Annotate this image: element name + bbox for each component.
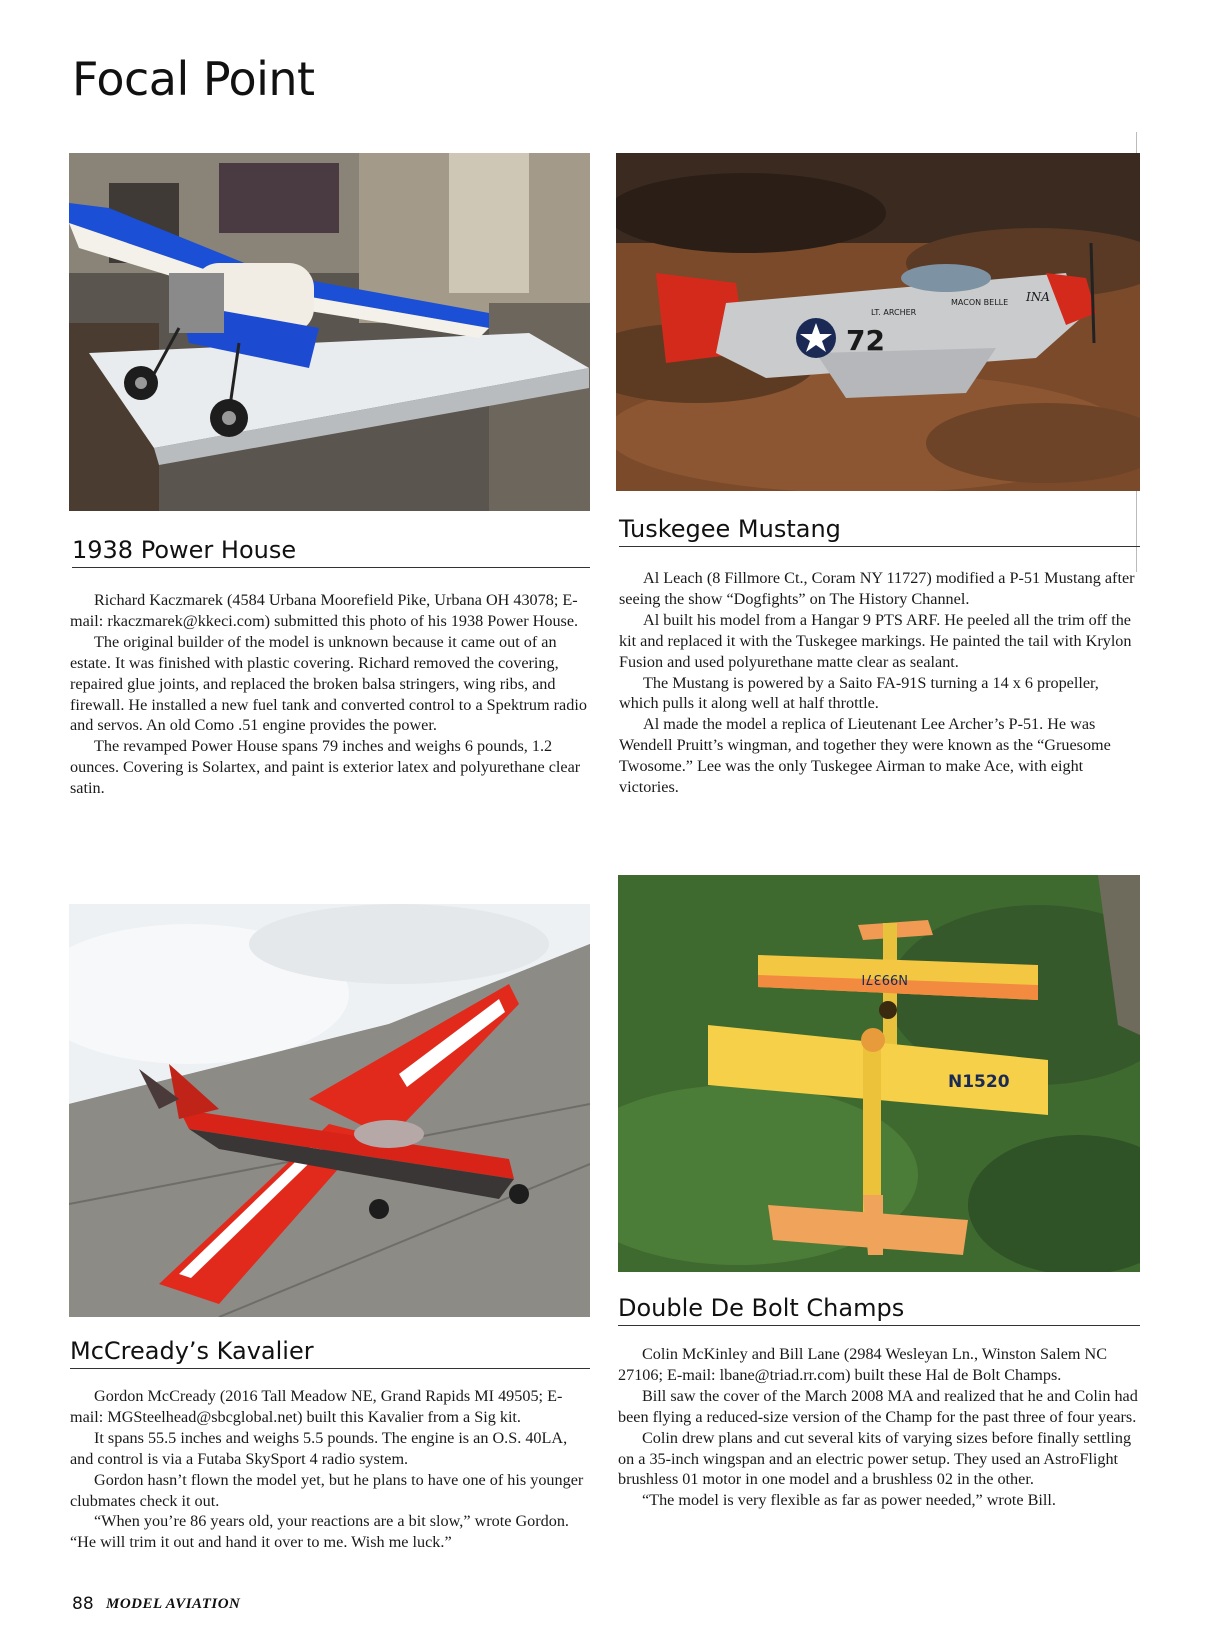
- red-white-kavalier-model-photo-icon: [69, 904, 590, 1317]
- paragraph: “When you’re 86 years old, your reactions are a bit slow,” wrote Gordon. “He will trim it out and hand it over to me. Wish me luck.”: [70, 1512, 569, 1552]
- mustang-pilot-marking: LT. ARCHER: [871, 308, 917, 317]
- page-number: 88: [72, 1594, 94, 1614]
- photo-tuskegee-mustang: [616, 153, 1140, 491]
- paragraph: Richard Kaczmarek (4584 Urbana Moorefield Pike, Urbana OH 43078; E-mail: rkaczmarek@kkeci.com) submitted this photo of his 1938 Power House.: [70, 591, 579, 630]
- mustang-ina-marking: INA: [1026, 290, 1050, 304]
- magazine-name: MODEL AVIATION: [106, 1596, 241, 1612]
- paragraph: It spans 55.5 inches and weighs 5.5 pounds. The engine is an O.S. 40LA, and control is via a Futaba SkySport 4 radio system.: [70, 1428, 568, 1468]
- paragraph: Al Leach (8 Fillmore Ct., Coram NY 11727) modified a P-51 Mustang after seeing the show “Dogfights” on The History Channel.: [619, 569, 1135, 608]
- page-title: Focal Point: [72, 52, 315, 106]
- article-mccreadys-kavalier: [70, 1386, 590, 1553]
- paragraph: Colin drew plans and cut several kits of varying sizes before finally settling on a 35-inch wingspan and an electric power setup. They used an AstroFlight brushless 01 motor in one model and a brushless 02 in the other.: [618, 1428, 1132, 1489]
- heading-power-house: 1938 Power House: [72, 536, 590, 568]
- paragraph: Colin McKinley and Bill Lane (2984 Wesleyan Ln., Winston Salem NC 27106; E-mail: lbane@triad.rr.com) built these Hal de Bolt Champs.: [618, 1345, 1108, 1384]
- article-tuskegee-mustang: [619, 568, 1140, 798]
- paragraph: The Mustang is powered by a Saito FA-91S turning a 14 x 6 propeller, which pulls it along well at half throttle.: [619, 673, 1099, 713]
- article-double-de-bolt-champs: [618, 1344, 1140, 1511]
- paragraph: The revamped Power House spans 79 inches and weighs 6 pounds, 1.2 ounces. Covering is Solartex, and paint is exterior latex and polyurethane clear satin.: [70, 737, 581, 798]
- heading-mccreadys-kavalier: McCready’s Kavalier: [70, 1337, 590, 1369]
- blue-white-model-airplane-photo-icon: [69, 153, 590, 511]
- photo-double-de-bolt-champs: [618, 875, 1140, 1272]
- heading-tuskegee-mustang: Tuskegee Mustang: [619, 515, 1140, 547]
- paragraph: Al built his model from a Hangar 9 PTS ARF. He peeled all the trim off the kit and replaced it with the Tuskegee markings. He painted the tail with Krylon Fusion and used polyurethane matte clear as sealant.: [619, 610, 1132, 671]
- paragraph: Al made the model a replica of Lieutenant Lee Archer’s P-51. He was Wendell Pruitt’s wingman, and together they were known as the “Gruesome Twosome.” Lee was the only Tuskegee Airman to make Ace, with eight victories.: [619, 715, 1111, 797]
- upper-champ-registration: N9937I: [861, 971, 908, 986]
- mustang-number-marking: 72: [846, 324, 885, 357]
- paragraph: “The model is very flexible as far as power needed,” wrote Bill.: [642, 1491, 1056, 1510]
- mustang-name-marking: MACON BELLE: [951, 298, 1009, 307]
- p51-mustang-model-photo-icon: [616, 153, 1140, 491]
- two-yellow-champ-models-photo-icon: [618, 875, 1140, 1272]
- paragraph: Bill saw the cover of the March 2008 MA and realized that he and Colin had been flying a reduced-size version of the Champ for the past three of four years.: [618, 1386, 1138, 1426]
- paragraph: The original builder of the model is unknown because it came out of an estate. It was finished with plastic covering. Richard removed the covering, repaired glue joints, and replaced the broken balsa stringers, wing ribs, and firewall. He installed a new fuel tank and converted control to a Spektrum radio and servos. An old Como .51 engine provides the power.: [70, 632, 587, 735]
- heading-double-de-bolt-champs: Double De Bolt Champs: [618, 1294, 1140, 1326]
- paragraph: Gordon McCready (2016 Tall Meadow NE, Grand Rapids MI 49505; E-mail: MGSteelhead@sbcglobal.net) built this Kavalier from a Sig kit.: [70, 1387, 563, 1426]
- photo-power-house: [69, 153, 590, 511]
- lower-champ-registration: N1520: [948, 1072, 1010, 1092]
- photo-mccreadys-kavalier: [69, 904, 590, 1317]
- paragraph: Gordon hasn’t flown the model yet, but he plans to have one of his younger clubmates check it out.: [70, 1470, 584, 1510]
- article-power-house: [70, 590, 590, 799]
